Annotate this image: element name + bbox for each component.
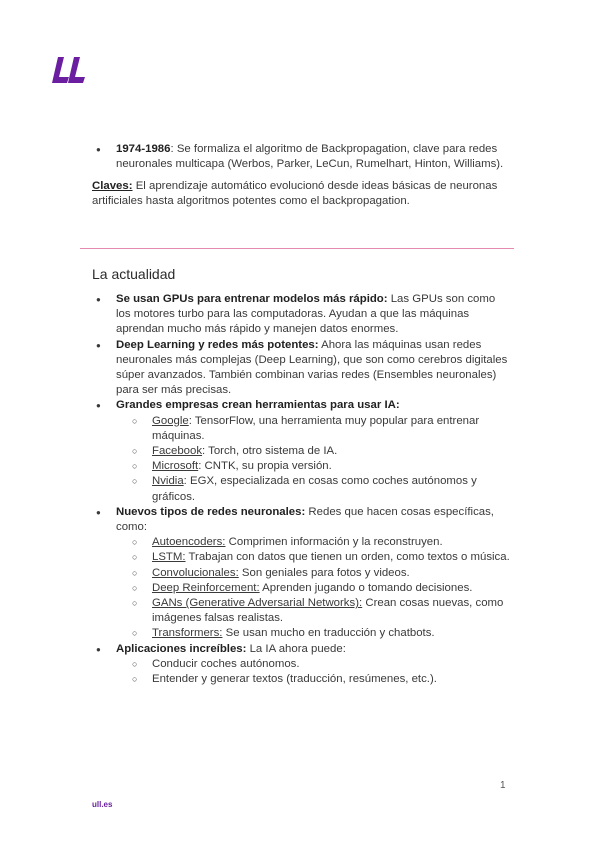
actualidad-list — [92, 292, 512, 687]
list-item: ● 1974-1986: Se formaliza el algoritmo de Backpropagation, clave para redes neuronales multicapa (Werbos, Parker, LeCun, Rumelhart, Hinton, Williams). — [92, 142, 512, 172]
sub-list-item: ○ Convolucionales: Son geniales para fotos y videos. — [116, 566, 512, 581]
sub-list-item: ○ Facebook: Torch, otro sistema de IA. — [116, 444, 512, 459]
sub-list-item: ○ LSTM: Trabajan con datos que tienen un orden, como textos o música. — [116, 550, 512, 565]
sub-list-item: ○ Entender y generar textos (traducción, resúmenes, etc.). — [116, 672, 512, 687]
sub-list-item: ○ Nvidia: EGX, especializada en cosas como coches autónomos y gráficos. — [116, 474, 512, 504]
list-item: ● Grandes empresas crean herramientas para usar IA: ○ Google: TensorFlow, una herramienta muy popular para entrenar máquinas. ○ Facebook: Torch, otro sistema de IA. ○ Microsoft: CNTK, su propia versión. ○ Nvidia: EGX, especializada en cosas como coches autónomos y gráficos. — [92, 398, 512, 504]
list-item: ● Deep Learning y redes más potentes: Ahora las máquinas usan redes neuronales más complejas (Deep Learning), que son como cerebros digitales súper avanzados. También combinan varias redes (Ensembles neuronales) para ser más precisas. — [92, 338, 512, 399]
ull-logo-icon — [50, 55, 90, 85]
page-number: 1 — [500, 780, 506, 791]
section-heading: La actualidad — [92, 266, 176, 282]
sub-list-item: ○ Conducir coches autónomos. — [116, 657, 512, 672]
sub-list-item: ○ Transformers: Se usan mucho en traducción y chatbots. — [116, 626, 512, 641]
footer-link[interactable]: ull.es — [92, 800, 113, 809]
sub-list-item: ○ GANs (Generative Adversarial Networks): Crean cosas nuevas, como imágenes falsas realistas. — [116, 596, 512, 626]
section-divider — [80, 248, 514, 249]
intro-section — [92, 142, 512, 209]
sub-list-item: ○ Deep Reinforcement: Aprenden jugando o tomando decisiones. — [116, 581, 512, 596]
list-item: ● Nuevos tipos de redes neuronales: Redes que hacen cosas específicas, como: ○ Autoencoders: Comprimen información y la reconstruyen. ○ LSTM: Trabajan con datos que tienen un orden, como textos o música. ○ Convolucionales: Son geniales para fotos y videos. ○ Deep Reinforcement: Aprenden jugando o tomando decisiones. ○ GANs (Generative Adversarial Networks): Crean cosas nuevas, como imágenes falsas realistas. ○ Transformers: Se usan mucho en traducción y chatbots. — [92, 505, 512, 642]
claves-paragraph: Claves: El aprendizaje automático evolucionó desde ideas básicas de neuronas artificiales hasta algoritmos potentes como el backpropagation. — [92, 180, 498, 207]
sub-list-item: ○ Microsoft: CNTK, su propia versión. — [116, 459, 512, 474]
list-item: ● Se usan GPUs para entrenar modelos más rápido: Las GPUs son como los motores turbo para las computadoras. Ayudan a que las máquinas aprendan mucho más rápido y manejen datos enormes. — [92, 292, 512, 338]
sub-list-item: ○ Autoencoders: Comprimen información y la reconstruyen. — [116, 535, 512, 550]
sub-list-item: ○ Google: TensorFlow, una herramienta muy popular para entrenar máquinas. — [116, 414, 512, 444]
list-item: ● Aplicaciones increíbles: La IA ahora puede: ○ Conducir coches autónomos. ○ Entender y generar textos (traducción, resúmenes, etc.). — [92, 642, 512, 688]
